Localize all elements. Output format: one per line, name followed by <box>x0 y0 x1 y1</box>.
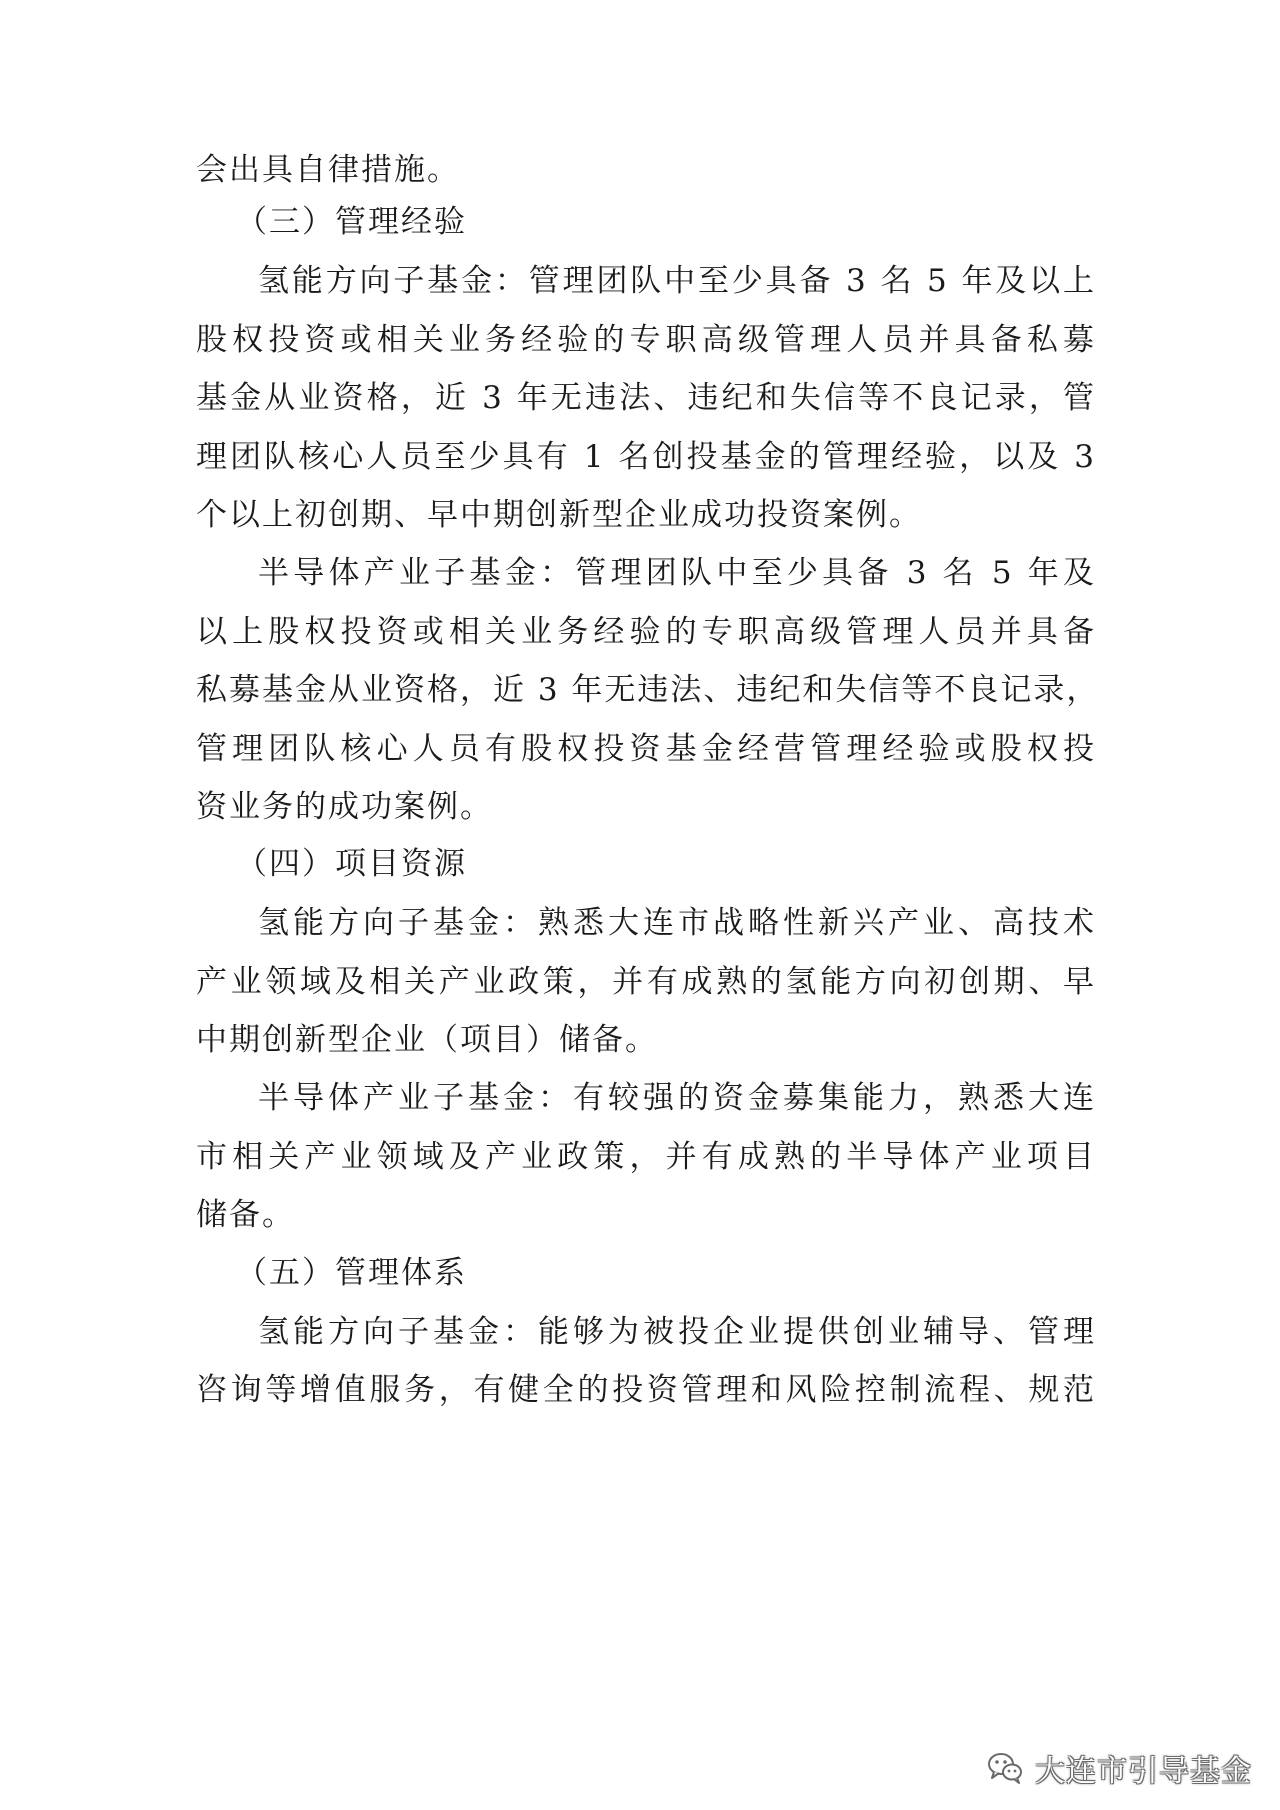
paragraph-line: 会出具自律措施。 <box>196 152 460 188</box>
paragraph-line: 中期创新型企业（项目）储备。 <box>196 1022 658 1058</box>
paragraph-line: 产业领域及相关产业政策，并有成熟的氢能方向初创期、早 <box>196 964 1096 1000</box>
watermark <box>985 1746 1252 1790</box>
section-heading-project-resources: （四）项目资源 <box>236 846 467 882</box>
paragraph-line: 私募基金从业资格，近 3 年无违法、违纪和失信等不良记录， <box>196 672 1100 708</box>
watermark-text: 大连市引导基金 <box>1035 1754 1252 1789</box>
paragraph-line: 半导体产业子基金：有较强的资金募集能力，熟悉大连 <box>258 1080 1096 1116</box>
paragraph-line: 储备。 <box>196 1197 295 1233</box>
paragraph-line: 基金从业资格，近 3 年无违法、违纪和失信等不良记录，管 <box>196 380 1096 416</box>
paragraph-line: 管理团队核心人员有股权投资基金经营管理经验或股权投 <box>196 731 1096 767</box>
paragraph-line: 咨询等增值服务，有健全的投资管理和风险控制流程、规范 <box>196 1372 1096 1408</box>
paragraph-line: 股权投资或相关业务经验的专职高级管理人员并具备私募 <box>196 322 1096 358</box>
paragraph-line: 半导体产业子基金：管理团队中至少具备 3 名 5 年及 <box>258 555 1096 591</box>
paragraph-line: 氢能方向子基金：熟悉大连市战略性新兴产业、高技术 <box>258 905 1096 941</box>
wechat-icon <box>985 1748 1025 1788</box>
section-heading-management-system: （五）管理体系 <box>236 1255 467 1291</box>
paragraph-line: 市相关产业领域及产业政策，并有成熟的半导体产业项目 <box>196 1139 1096 1175</box>
paragraph-line: 氢能方向子基金：能够为被投企业提供创业辅导、管理 <box>258 1314 1096 1350</box>
section-heading-management-experience: （三）管理经验 <box>236 204 467 240</box>
paragraph-line: 资业务的成功案例。 <box>196 789 493 825</box>
paragraph-line: 理团队核心人员至少具有 1 名创投基金的管理经验，以及 3 <box>196 439 1096 475</box>
paragraph-line: 以上股权投资或相关业务经验的专职高级管理人员并具备 <box>196 614 1096 650</box>
paragraph-line: 氢能方向子基金：管理团队中至少具备 3 名 5 年及以上 <box>258 263 1096 299</box>
paragraph-line: 个以上初创期、早中期创新型企业成功投资案例。 <box>196 497 922 533</box>
